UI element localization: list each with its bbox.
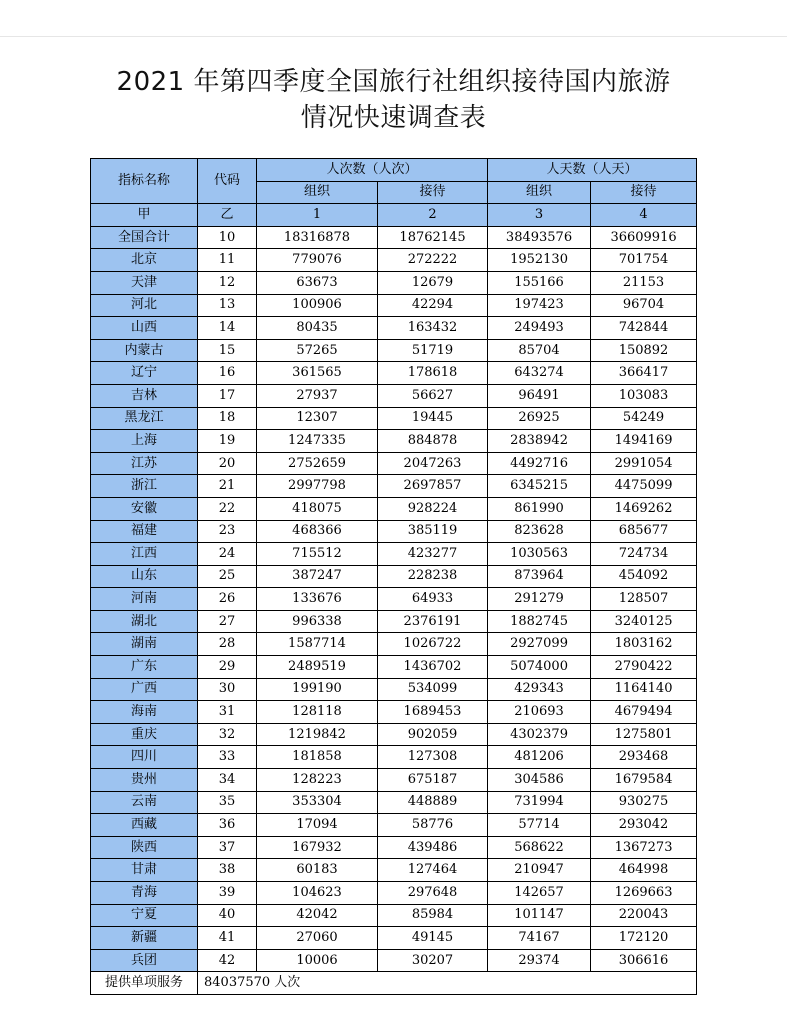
region-code-cell: 38	[198, 859, 257, 882]
table-row	[91, 407, 697, 430]
region-name-cell: 江西	[91, 543, 198, 566]
region-code-cell: 23	[198, 520, 257, 543]
header-col-3: 3	[488, 204, 591, 227]
times-organize-cell: 100906	[257, 294, 378, 317]
region-name-cell: 湖北	[91, 610, 198, 633]
days-receive-cell: 4475099	[591, 475, 697, 498]
region-name-cell: 宁夏	[91, 904, 198, 927]
region-code-cell: 39	[198, 882, 257, 905]
times-receive-cell: 30207	[378, 949, 488, 972]
header-days-receive: 接待	[591, 181, 697, 204]
days-receive-cell: 306616	[591, 949, 697, 972]
days-organize-cell: 2838942	[488, 430, 591, 453]
region-name-cell: 安徽	[91, 497, 198, 520]
region-code-cell: 33	[198, 746, 257, 769]
region-name-cell: 内蒙古	[91, 339, 198, 362]
times-receive-cell: 534099	[378, 678, 488, 701]
times-receive-cell: 902059	[378, 723, 488, 746]
days-receive-cell: 464998	[591, 859, 697, 882]
region-code-cell: 10	[198, 226, 257, 249]
table-row	[91, 904, 697, 927]
days-organize-cell: 29374	[488, 949, 591, 972]
days-receive-cell: 701754	[591, 249, 697, 272]
days-organize-cell: 4302379	[488, 723, 591, 746]
days-organize-cell: 873964	[488, 565, 591, 588]
times-organize-cell: 17094	[257, 814, 378, 837]
times-receive-cell: 675187	[378, 769, 488, 792]
header-times-receive: 接待	[378, 181, 488, 204]
region-code-cell: 11	[198, 249, 257, 272]
times-receive-cell: 385119	[378, 520, 488, 543]
times-organize-cell: 57265	[257, 339, 378, 362]
days-receive-cell: 293468	[591, 746, 697, 769]
table-row	[91, 882, 697, 905]
days-receive-cell: 103083	[591, 384, 697, 407]
region-name-cell: 河南	[91, 588, 198, 611]
times-organize-cell: 60183	[257, 859, 378, 882]
times-receive-cell: 51719	[378, 339, 488, 362]
region-code-cell: 28	[198, 633, 257, 656]
times-receive-cell: 2697857	[378, 475, 488, 498]
times-receive-cell: 85984	[378, 904, 488, 927]
region-code-cell: 29	[198, 656, 257, 679]
region-code-cell: 25	[198, 565, 257, 588]
days-receive-cell: 454092	[591, 565, 697, 588]
region-code-cell: 34	[198, 769, 257, 792]
region-name-cell: 甘肃	[91, 859, 198, 882]
region-code-cell: 31	[198, 701, 257, 724]
region-code-cell: 17	[198, 384, 257, 407]
times-organize-cell: 133676	[257, 588, 378, 611]
table-row	[91, 339, 697, 362]
region-name-cell: 河北	[91, 294, 198, 317]
times-organize-cell: 715512	[257, 543, 378, 566]
table-row	[91, 226, 697, 249]
days-organize-cell: 96491	[488, 384, 591, 407]
days-receive-cell: 2790422	[591, 656, 697, 679]
header-indicator: 指标名称	[91, 159, 198, 204]
times-receive-cell: 228238	[378, 565, 488, 588]
times-organize-cell: 418075	[257, 497, 378, 520]
times-receive-cell: 1026722	[378, 633, 488, 656]
days-receive-cell: 96704	[591, 294, 697, 317]
region-code-cell: 14	[198, 317, 257, 340]
days-organize-cell: 1882745	[488, 610, 591, 633]
days-receive-cell: 3240125	[591, 610, 697, 633]
region-name-cell: 新疆	[91, 927, 198, 950]
table-row	[91, 317, 697, 340]
times-organize-cell: 1247335	[257, 430, 378, 453]
region-name-cell: 天津	[91, 271, 198, 294]
table-row	[91, 791, 697, 814]
table-row	[91, 701, 697, 724]
days-organize-cell: 197423	[488, 294, 591, 317]
table-row	[91, 927, 697, 950]
region-code-cell: 24	[198, 543, 257, 566]
days-organize-cell: 291279	[488, 588, 591, 611]
days-receive-cell: 1803162	[591, 633, 697, 656]
days-organize-cell: 861990	[488, 497, 591, 520]
header-person-times: 人次数（人次）	[257, 159, 488, 182]
region-name-cell: 湖南	[91, 633, 198, 656]
days-organize-cell: 823628	[488, 520, 591, 543]
times-receive-cell: 58776	[378, 814, 488, 837]
table-row	[91, 430, 697, 453]
table-row	[91, 949, 697, 972]
times-organize-cell: 10006	[257, 949, 378, 972]
table-row	[91, 814, 697, 837]
region-code-cell: 21	[198, 475, 257, 498]
header-person-days: 人天数（人天）	[488, 159, 697, 182]
header-col-2: 2	[378, 204, 488, 227]
times-receive-cell: 64933	[378, 588, 488, 611]
header-col-1: 1	[257, 204, 378, 227]
days-organize-cell: 74167	[488, 927, 591, 950]
times-receive-cell: 297648	[378, 882, 488, 905]
table-row	[91, 362, 697, 385]
days-receive-cell: 1367273	[591, 836, 697, 859]
times-receive-cell: 423277	[378, 543, 488, 566]
times-organize-cell: 1219842	[257, 723, 378, 746]
days-receive-cell: 54249	[591, 407, 697, 430]
footer-label: 提供单项服务	[91, 972, 198, 995]
times-organize-cell: 1587714	[257, 633, 378, 656]
region-code-cell: 37	[198, 836, 257, 859]
region-name-cell: 吉林	[91, 384, 198, 407]
times-receive-cell: 127308	[378, 746, 488, 769]
times-receive-cell: 12679	[378, 271, 488, 294]
table-row	[91, 633, 697, 656]
days-organize-cell: 568622	[488, 836, 591, 859]
days-organize-cell: 26925	[488, 407, 591, 430]
days-receive-cell: 685677	[591, 520, 697, 543]
times-receive-cell: 18762145	[378, 226, 488, 249]
days-receive-cell: 2991054	[591, 452, 697, 475]
region-name-cell: 西藏	[91, 814, 198, 837]
region-code-cell: 35	[198, 791, 257, 814]
region-code-cell: 27	[198, 610, 257, 633]
days-organize-cell: 304586	[488, 769, 591, 792]
days-receive-cell: 172120	[591, 927, 697, 950]
days-receive-cell: 293042	[591, 814, 697, 837]
region-code-cell: 41	[198, 927, 257, 950]
region-code-cell: 26	[198, 588, 257, 611]
region-code-cell: 30	[198, 678, 257, 701]
region-name-cell: 兵团	[91, 949, 198, 972]
days-receive-cell: 150892	[591, 339, 697, 362]
times-receive-cell: 2047263	[378, 452, 488, 475]
days-organize-cell: 643274	[488, 362, 591, 385]
region-name-cell: 浙江	[91, 475, 198, 498]
days-receive-cell: 1679584	[591, 769, 697, 792]
days-organize-cell: 1030563	[488, 543, 591, 566]
region-code-cell: 15	[198, 339, 257, 362]
days-receive-cell: 21153	[591, 271, 697, 294]
region-code-cell: 32	[198, 723, 257, 746]
days-organize-cell: 142657	[488, 882, 591, 905]
region-name-cell: 山东	[91, 565, 198, 588]
region-code-cell: 40	[198, 904, 257, 927]
region-name-cell: 青海	[91, 882, 198, 905]
times-organize-cell: 167932	[257, 836, 378, 859]
days-receive-cell: 220043	[591, 904, 697, 927]
table-row	[91, 588, 697, 611]
days-organize-cell: 5074000	[488, 656, 591, 679]
times-receive-cell: 2376191	[378, 610, 488, 633]
times-organize-cell: 387247	[257, 565, 378, 588]
region-name-cell: 贵州	[91, 769, 198, 792]
times-organize-cell: 80435	[257, 317, 378, 340]
times-organize-cell: 2752659	[257, 452, 378, 475]
times-receive-cell: 272222	[378, 249, 488, 272]
days-receive-cell: 1494169	[591, 430, 697, 453]
times-organize-cell: 42042	[257, 904, 378, 927]
region-code-cell: 42	[198, 949, 257, 972]
days-organize-cell: 101147	[488, 904, 591, 927]
days-organize-cell: 429343	[488, 678, 591, 701]
times-organize-cell: 361565	[257, 362, 378, 385]
times-receive-cell: 439486	[378, 836, 488, 859]
title-line-2: 情况快速调查表	[300, 103, 487, 133]
days-organize-cell: 57714	[488, 814, 591, 837]
region-name-cell: 福建	[91, 520, 198, 543]
region-code-cell: 22	[198, 497, 257, 520]
days-receive-cell: 724734	[591, 543, 697, 566]
times-organize-cell: 996338	[257, 610, 378, 633]
page-title	[0, 64, 787, 136]
table-row	[91, 475, 697, 498]
times-organize-cell: 128118	[257, 701, 378, 724]
region-name-cell: 北京	[91, 249, 198, 272]
header-row-1	[91, 159, 697, 182]
table-row	[91, 271, 697, 294]
region-code-cell: 16	[198, 362, 257, 385]
title-line-1: 2021 年第四季度全国旅行社组织接待国内旅游	[116, 67, 671, 97]
region-code-cell: 12	[198, 271, 257, 294]
times-organize-cell: 779076	[257, 249, 378, 272]
header-code: 代码	[198, 159, 257, 204]
table-row	[91, 746, 697, 769]
header-col-jia: 甲	[91, 204, 198, 227]
times-organize-cell: 2489519	[257, 656, 378, 679]
region-name-cell: 黑龙江	[91, 407, 198, 430]
times-organize-cell: 104623	[257, 882, 378, 905]
days-organize-cell: 4492716	[488, 452, 591, 475]
region-name-cell: 山西	[91, 317, 198, 340]
days-receive-cell: 1275801	[591, 723, 697, 746]
times-organize-cell: 128223	[257, 769, 378, 792]
days-organize-cell: 1952130	[488, 249, 591, 272]
days-receive-cell: 4679494	[591, 701, 697, 724]
days-receive-cell: 366417	[591, 362, 697, 385]
top-divider	[0, 36, 787, 37]
region-name-cell: 广西	[91, 678, 198, 701]
days-receive-cell: 1469262	[591, 497, 697, 520]
table-row	[91, 836, 697, 859]
days-organize-cell: 210947	[488, 859, 591, 882]
times-organize-cell: 353304	[257, 791, 378, 814]
days-receive-cell: 930275	[591, 791, 697, 814]
header-days-organize: 组织	[488, 181, 591, 204]
table-row	[91, 249, 697, 272]
days-organize-cell: 85704	[488, 339, 591, 362]
region-name-cell: 辽宁	[91, 362, 198, 385]
header-col-4: 4	[591, 204, 697, 227]
table-row	[91, 859, 697, 882]
header-col-yi: 乙	[198, 204, 257, 227]
days-receive-cell: 36609916	[591, 226, 697, 249]
days-receive-cell: 1164140	[591, 678, 697, 701]
times-organize-cell: 18316878	[257, 226, 378, 249]
region-name-cell: 重庆	[91, 723, 198, 746]
region-code-cell: 18	[198, 407, 257, 430]
times-organize-cell: 12307	[257, 407, 378, 430]
times-receive-cell: 49145	[378, 927, 488, 950]
table-row	[91, 543, 697, 566]
times-organize-cell: 27060	[257, 927, 378, 950]
days-receive-cell: 128507	[591, 588, 697, 611]
table-row	[91, 452, 697, 475]
days-organize-cell: 210693	[488, 701, 591, 724]
times-receive-cell: 178618	[378, 362, 488, 385]
header-times-organize: 组织	[257, 181, 378, 204]
times-organize-cell: 27937	[257, 384, 378, 407]
times-organize-cell: 63673	[257, 271, 378, 294]
days-organize-cell: 249493	[488, 317, 591, 340]
region-name-cell: 陕西	[91, 836, 198, 859]
header-row-3	[91, 204, 697, 227]
table-row	[91, 384, 697, 407]
table-row	[91, 520, 697, 543]
footer-row	[91, 972, 697, 995]
region-name-cell: 海南	[91, 701, 198, 724]
times-receive-cell: 163432	[378, 317, 488, 340]
days-organize-cell: 731994	[488, 791, 591, 814]
region-code-cell: 20	[198, 452, 257, 475]
region-code-cell: 13	[198, 294, 257, 317]
days-organize-cell: 155166	[488, 271, 591, 294]
times-organize-cell: 2997798	[257, 475, 378, 498]
table-row	[91, 497, 697, 520]
tourism-survey-table	[90, 158, 697, 995]
region-name-cell: 云南	[91, 791, 198, 814]
days-organize-cell: 2927099	[488, 633, 591, 656]
region-code-cell: 19	[198, 430, 257, 453]
times-receive-cell: 884878	[378, 430, 488, 453]
table-row	[91, 610, 697, 633]
days-receive-cell: 742844	[591, 317, 697, 340]
region-name-cell: 上海	[91, 430, 198, 453]
days-organize-cell: 481206	[488, 746, 591, 769]
region-code-cell: 36	[198, 814, 257, 837]
times-organize-cell: 468366	[257, 520, 378, 543]
times-receive-cell: 127464	[378, 859, 488, 882]
times-receive-cell: 448889	[378, 791, 488, 814]
times-receive-cell: 1689453	[378, 701, 488, 724]
table-row	[91, 723, 697, 746]
region-name-cell: 四川	[91, 746, 198, 769]
days-organize-cell: 38493576	[488, 226, 591, 249]
region-name-cell: 江苏	[91, 452, 198, 475]
times-receive-cell: 42294	[378, 294, 488, 317]
table-row	[91, 769, 697, 792]
table-row	[91, 656, 697, 679]
footer-value: 84037570 人次	[198, 972, 697, 995]
table-row	[91, 294, 697, 317]
times-receive-cell: 56627	[378, 384, 488, 407]
times-receive-cell: 1436702	[378, 656, 488, 679]
region-name-cell: 广东	[91, 656, 198, 679]
times-receive-cell: 19445	[378, 407, 488, 430]
times-organize-cell: 199190	[257, 678, 378, 701]
times-receive-cell: 928224	[378, 497, 488, 520]
table-row	[91, 565, 697, 588]
region-name-cell: 全国合计	[91, 226, 198, 249]
times-organize-cell: 181858	[257, 746, 378, 769]
days-organize-cell: 6345215	[488, 475, 591, 498]
table-row	[91, 678, 697, 701]
days-receive-cell: 1269663	[591, 882, 697, 905]
